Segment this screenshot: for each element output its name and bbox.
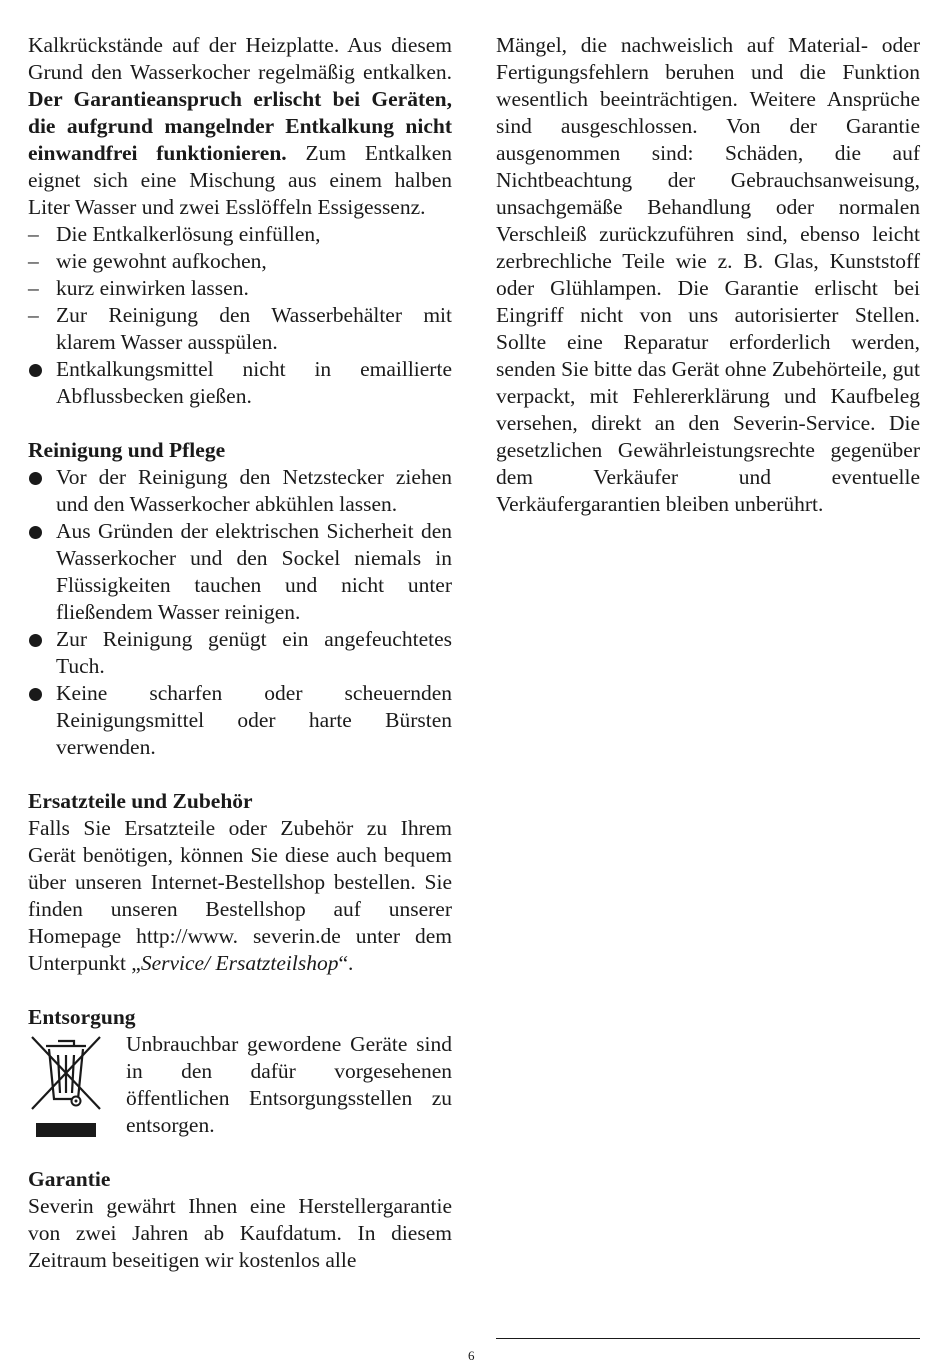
descaling-step-text: Zur Reinigung den Wasserbehälter mit klarem Wasser ausspülen. [56,303,452,354]
page-number: 6 [468,1348,475,1363]
descaling-step [28,302,452,356]
descaling-mixture-text: Zum Entkalken eignet sich eine Mischung aus einem halben Liter Wasser und zwei Esslöffeln Essigessenz. [28,141,452,219]
cleaning-bullet [28,464,452,518]
warranty-text: Severin gewährt Ihnen eine Herstellergarantie von zwei Jahren ab Kaufdatum. In diesem Zeitraum beseitigen wir kostenlos alle [28,1194,452,1272]
cleaning-bullet-text: Vor der Reinigung den Netzstecker ziehen und den Wasserkocher abkühlen lassen. [56,465,452,516]
descaling-step [28,275,452,302]
descaling-step-text: wie gewohnt aufkochen, [56,249,267,273]
descaling-step [28,221,452,248]
cleaning-bullet [28,680,452,761]
warranty-text-continued: Mängel, die nachweislich auf Material- oder Fertigungsfehlern beruhen und die Funktion wesentlich beeinträchtigen. Weitere Ansprüche sind ausgeschlossen. Von der Garantie ausgenommen sind: Schäden, die auf Nichtbeachtung der Gebrauchsanweisung, unsachgemäße Behandlung oder normalen Verschleiß zurückzuführen sind, ebenso leicht zerbrechliche Teile wie z. B. Glas, Kunststoff oder Glühlampen. Die Garantie erlischt bei Eingriff nicht von uns autorisierter Stellen. Sollte eine Reparatur erforderlich werden, senden Sie bitte das Gerät ohne Zubehörteile, gut verpackt, mit Fehlererklärung und Kaufbeleg versehen, direkt an den Severin-Service. Die gesetzlichen Gewährleistungsrechte gegenüber dem Verkäufer und eventuelle Verkäufergarantien bleiben unberührt. [496,33,920,516]
descaling-intro [28,32,452,221]
bullet-icon [29,634,42,647]
warranty-heading: Garantie [28,1167,111,1191]
bullet-icon [29,364,42,377]
descaling-note-text: Entkalkungsmittel nicht in emaillierte Abflussbecken gießen. [56,357,452,408]
bullet-icon [29,472,42,485]
shop-menu-path: Service/ Ersatzteilshop [140,951,339,975]
bullet-icon [29,688,42,701]
left-column [28,32,452,1274]
disposal-block [28,1031,452,1139]
spare-parts-end: “. [338,951,354,975]
dash-marker: – [28,276,39,300]
footer-rule [496,1338,920,1339]
descaling-step [28,248,452,275]
right-column [496,32,920,518]
crossed-out-wheelie-bin-icon [28,1033,104,1137]
cleaning-bullet [28,518,452,626]
bullet-icon [29,526,42,539]
cleaning-heading: Reinigung und Pflege [28,438,226,462]
descaling-note [28,356,452,410]
spare-parts-heading: Ersatzteile und Zubehör [28,789,253,813]
descaling-step-text: kurz einwirken lassen. [56,276,249,300]
disposal-text: Unbrauchbar gewordene Geräte sind in den dafür vorgesehenen öffentlichen Entsorgungsstellen zu entsorgen. [126,1032,452,1137]
spare-parts-text [28,815,452,977]
cleaning-bullet [28,626,452,680]
spare-parts-body: Falls Sie Ersatzteile oder Zubehör zu Ihrem Gerät benötigen, können Sie diese auch bequem über unseren Internet-Bestellshop bestellen. Sie finden unseren Bestellshop auf unserer Homepage http://www. severin.de unter dem Unterpunkt „ [28,816,452,975]
disposal-heading: Entsorgung [28,1005,136,1029]
dash-marker: – [28,222,39,246]
dash-marker: – [28,303,39,327]
cleaning-bullet-text: Keine scharfen oder scheuernden Reinigungsmittel oder harte Bürsten verwenden. [56,681,452,759]
cleaning-bullet-text: Zur Reinigung genügt ein angefeuchtetes Tuch. [56,627,452,678]
descaling-step-text: Die Entkalkerlösung einfüllen, [56,222,321,246]
cleaning-bullet-text: Aus Gründen der elektrischen Sicherheit den Wasserkocher und den Sockel niemals in Flüssigkeiten tauchen und nicht unter fließendem Wasser reinigen. [56,519,452,624]
dash-marker: – [28,249,39,273]
descaling-intro-text: Kalkrückstände auf der Heizplatte. Aus diesem Grund den Wasserkocher regelmäßig entkalken. [28,33,452,84]
warranty-exclusion-notice: Der Garantieanspruch erlischt bei Geräten, die aufgrund mangelnder Entkalkung nicht einwandfrei funktionieren. [28,87,452,165]
